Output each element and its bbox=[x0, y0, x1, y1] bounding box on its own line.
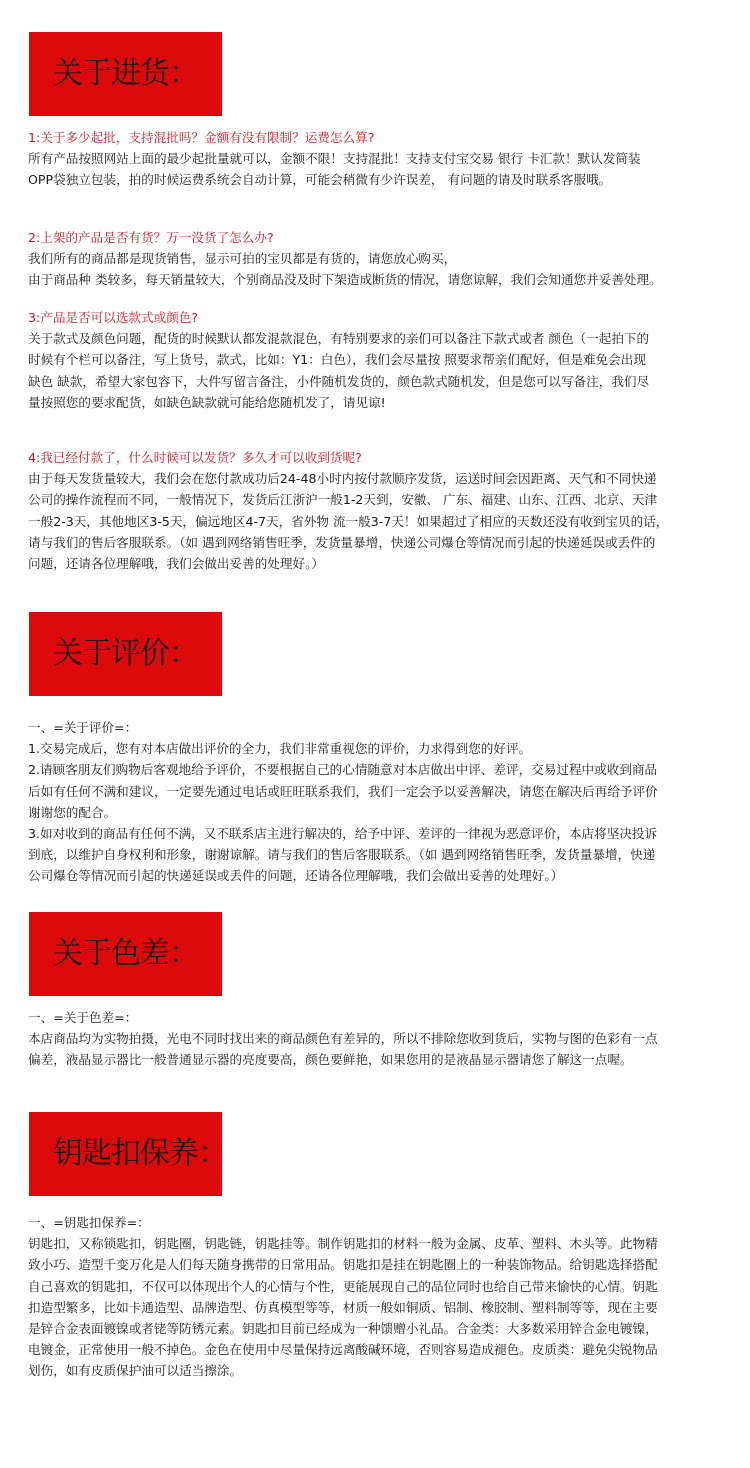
paragraph-line: 是锌合金表面镀镍或者铑等防锈元素。钥匙扣目前已经成为一种馈赠小礼品。合金类：大多数采用锌合金电镀镍， bbox=[28, 1320, 658, 1336]
paragraph-line: 钥匙扣，又称锁匙扣，钥匙圈，钥匙链，钥匙挂等。制作钥匙扣的材料一般为金属、皮革、塑料、木头等。此物精 bbox=[28, 1236, 658, 1252]
color-difference-text bbox=[28, 1007, 740, 1071]
faq-item-3 bbox=[28, 307, 740, 413]
faq-answer-line: 公司的操作流程而不同，一般情况下，发货后江浙沪一般1-2天到，安徽、 广东、福建、山东、江西、北京、天津 bbox=[28, 492, 658, 508]
paragraph-line: 电镀金，正常使用一般不掉色。金色在使用中尽量保持远离酸碱环境，否则容易造成褪色。皮质类：避免尖锐物品 bbox=[28, 1342, 658, 1358]
section-banner-reviews bbox=[29, 612, 222, 696]
faq-answer-line: 请与我们的售后客服联系。（如 遇到网络销售旺季，发货量暴增，快递公司爆仓等情况而引起的快递延误或丢件的 bbox=[28, 534, 656, 550]
reviews-text bbox=[28, 717, 740, 887]
paragraph-line: 一、=钥匙扣保养=： bbox=[28, 1215, 150, 1230]
section-title: 关于进货： bbox=[53, 56, 198, 91]
faq-answer-line: 所有产品按照网站上面的最少起批量就可以，金额不限！支持混批！支持支付宝交易 银行 卡汇款！默认发简装 bbox=[28, 151, 641, 167]
faq-question: 2:上架的产品是否有货？万一没货了怎么办? bbox=[28, 230, 274, 245]
paragraph-line: 公司爆仓等情况而引起的快递延误或丢件的问题，还请各位理解哦，我们会做出妥善的处理好。） bbox=[28, 868, 564, 884]
section-banner-keychain-care bbox=[29, 1112, 227, 1196]
faq-answer-line: 缺色 缺款，希望大家包容下，大件写留言备注，小件随机发货的，颜色款式随机发，但是您可以写备注，我们尽 bbox=[28, 373, 650, 389]
section-title: 关于色差： bbox=[53, 936, 198, 971]
paragraph-line: 3.如对收到的商品有任何不满，又不联系店主进行解决的，给予中评、差评的一律视为恶意评价，本店将坚决投诉 bbox=[28, 825, 658, 841]
faq-answer-line: 由于每天发货量较大，我们会在您付款成功后24-48小时内按付款顺序发货，运送时间会因距离、天气和不同快递 bbox=[28, 471, 657, 487]
section-banner-color-difference bbox=[29, 912, 222, 996]
section-title: 关于评价： bbox=[53, 636, 198, 671]
faq-answer-line: OPP袋独立包装，拍的时候运费系统会自动计算，可能会稍微有少许误差， 有问题的请及时联系客服哦。 bbox=[28, 172, 612, 188]
paragraph-line: 一、=关于色差=： bbox=[28, 1010, 138, 1025]
paragraph-line: 谢谢您的配合。 bbox=[28, 804, 117, 820]
paragraph-line: 自己喜欢的钥匙扣，不仅可以体现出个人的心情与个性，更能展现自己的品位同时也给自己带来愉快的心情。钥匙 bbox=[28, 1278, 658, 1294]
faq-question: 4:我已经付款了，什么时候可以发货？多久才可以收到货呢? bbox=[28, 450, 362, 465]
faq-answer-line: 问题，还请各位理解哦，我们会做出妥善的处理好。） bbox=[28, 555, 324, 571]
paragraph-line: 致小巧、造型千变万化是人们每天随身携带的日常用品。钥匙扣是挂在钥匙圈上的一种装饰物品。给钥匙选择搭配 bbox=[28, 1257, 658, 1273]
paragraph-line: 2.请顾客朋友们购物后客观地给予评价，不要根据自己的心情随意对本店做出中评、差评，交易过程中或收到商品 bbox=[28, 762, 658, 778]
faq-item-2 bbox=[28, 227, 740, 291]
faq-question: 1:关于多少起批，支持混批吗？金额有没有限制？运费怎么算? bbox=[28, 130, 375, 145]
faq-item-4 bbox=[28, 447, 740, 574]
paragraph-line: 后如有任何不满和建议，一定要先通过电话或旺旺联系我们，我们一定会予以妥善解决，请您在解决后再给予评价 bbox=[28, 783, 658, 799]
keychain-care-text bbox=[28, 1212, 740, 1382]
faq-answer-line: 一般2-3天，其他地区3-5天，偏远地区4-7天，省外物 流一般3-7天！如果超过了相应的天数还没有收到宝贝的话， bbox=[28, 513, 669, 529]
paragraph-line: 到底，以维护自身权利和形象，谢谢谅解。请与我们的售后客服联系。（如 遇到网络销售旺季，发货量暴增，快递 bbox=[28, 847, 656, 863]
faq-answer-line: 时候有个栏可以备注，写上货号，款式，比如：Y1：白色），我们会尽量按 照要求帮亲们配好，但是难免会出现 bbox=[28, 352, 646, 368]
paragraph-line: 1.交易完成后，您有对本店做出评价的全力，我们非常重视您的评价，力求得到您的好评。 bbox=[28, 741, 532, 757]
paragraph-line: 划伤，如有皮质保护油可以适当擦涂。 bbox=[28, 1363, 243, 1379]
section-title: 钥匙扣保养： bbox=[53, 1136, 227, 1171]
section-banner-stocking bbox=[29, 32, 222, 116]
faq-question: 3:产品是否可以选款式或颜色? bbox=[28, 310, 199, 325]
faq-item-1 bbox=[28, 127, 740, 191]
paragraph-line: 一、=关于评价=： bbox=[28, 720, 138, 735]
faq-answer-line: 由于商品种 类较多，每天销量较大，个别商品没及时下架造成断货的情况，请您谅解，我们会知通您并妥善处理。 bbox=[28, 272, 662, 288]
paragraph-line: 偏差，液晶显示器比一般普通显示器的亮度要高，颜色要鲜艳，如果您用的是液晶显示器请您了解这一点喔。 bbox=[28, 1052, 633, 1068]
paragraph-line: 本店商品均为实物拍摄，光电不同时找出来的商品颜色有差异的，所以不排除您收到货后，实物与图的色彩有一点 bbox=[28, 1031, 658, 1047]
faq-answer-line: 我们所有的商品都是现货销售，显示可拍的宝贝都是有货的，请您放心购买， bbox=[28, 251, 457, 267]
faq-answer-line: 关于款式及颜色问题，配货的时候默认都发混款混色，有特别要求的亲们可以备注下款式或者 颜色（一起拍下的 bbox=[28, 331, 650, 347]
faq-answer-line: 量按照您的要求配货，如缺色缺款就可能给您随机发了，请见谅! bbox=[28, 394, 386, 410]
paragraph-line: 扣造型繁多，比如卡通造型、品牌造型、仿真模型等等，材质一般如铜质、铝制、橡胶制、塑料制等等，现在主要 bbox=[28, 1299, 658, 1315]
